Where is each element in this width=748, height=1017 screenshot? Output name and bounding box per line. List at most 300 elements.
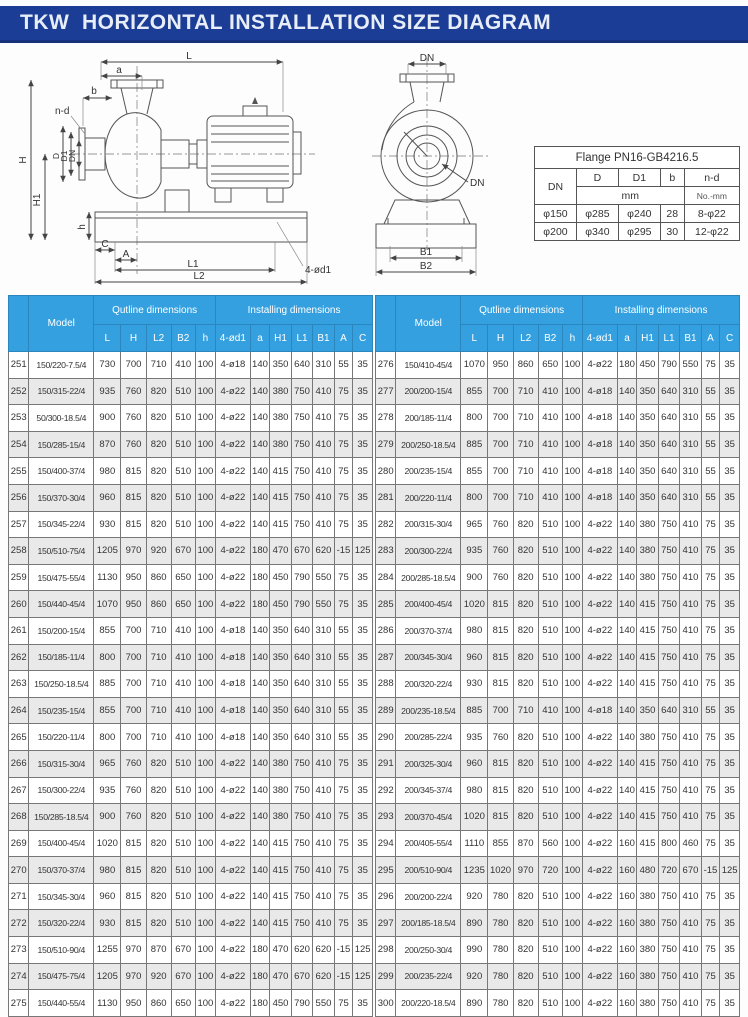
row-number-cell: 260 — [9, 591, 29, 618]
value-cell: 4-ø22 — [583, 538, 618, 565]
value-cell: 4-ø22 — [216, 883, 251, 910]
header-col: H — [121, 325, 146, 352]
row-number-cell: 294 — [376, 830, 396, 857]
value-cell: 75 — [334, 990, 353, 1017]
value-cell: 160 — [617, 990, 637, 1017]
value-cell: 4-ø18 — [216, 352, 251, 379]
value-cell: 4-ø18 — [216, 671, 251, 698]
value-cell: 310 — [313, 352, 334, 379]
value-cell: 380 — [270, 750, 291, 777]
value-cell: 930 — [94, 511, 121, 538]
value-cell: 720 — [658, 857, 679, 884]
row-number-cell: 258 — [9, 538, 29, 565]
value-cell: 750 — [658, 617, 679, 644]
value-cell: 760 — [488, 564, 513, 591]
value-cell: 640 — [658, 405, 679, 432]
value-cell: 380 — [637, 564, 658, 591]
value-cell: 510 — [171, 405, 195, 432]
model-cell: 200/325-30/4 — [396, 750, 461, 777]
table-row — [376, 990, 740, 1017]
value-cell: 450 — [270, 990, 291, 1017]
value-cell: 550 — [680, 352, 701, 379]
row-number-cell: 281 — [376, 484, 396, 511]
value-cell: 760 — [121, 405, 146, 432]
value-cell: 410 — [313, 777, 334, 804]
table-row — [376, 750, 740, 777]
model-cell: 200/200-15/4 — [396, 378, 461, 405]
value-cell: 900 — [94, 804, 121, 831]
value-cell: 710 — [513, 405, 538, 432]
dim-label-h1: H1 — [32, 193, 43, 207]
value-cell: 35 — [353, 777, 373, 804]
value-cell: 1235 — [461, 857, 488, 884]
value-cell: 35 — [720, 431, 740, 458]
value-cell: 100 — [562, 857, 582, 884]
value-cell: 815 — [121, 857, 146, 884]
row-number-cell: 282 — [376, 511, 396, 538]
value-cell: 35 — [720, 804, 740, 831]
value-cell: 950 — [121, 591, 146, 618]
value-cell: 35 — [720, 883, 740, 910]
row-number-cell: 300 — [376, 990, 396, 1017]
value-cell: 410 — [680, 564, 701, 591]
value-cell: 780 — [488, 990, 513, 1017]
value-cell: 640 — [291, 724, 312, 751]
value-cell: 410 — [313, 857, 334, 884]
value-cell: 970 — [121, 963, 146, 990]
flange-col-d: D — [576, 169, 618, 187]
model-cell: 150/220-11/4 — [29, 724, 94, 751]
value-cell: 160 — [617, 883, 637, 910]
flange-cell: 30 — [660, 223, 684, 241]
value-cell: 410 — [680, 883, 701, 910]
value-cell: 35 — [720, 405, 740, 432]
value-cell: 4-ø18 — [583, 697, 618, 724]
value-cell: 160 — [617, 910, 637, 937]
table-row — [376, 910, 740, 937]
value-cell: 100 — [195, 352, 215, 379]
value-cell: 100 — [562, 591, 582, 618]
dim-label-a: a — [116, 65, 122, 76]
row-number-cell: 283 — [376, 538, 396, 565]
value-cell: 140 — [617, 378, 637, 405]
model-cell: 150/475-55/4 — [29, 564, 94, 591]
value-cell: 35 — [720, 458, 740, 485]
value-cell: 950 — [488, 352, 513, 379]
value-cell: 415 — [637, 644, 658, 671]
value-cell: 310 — [313, 617, 334, 644]
value-cell: 310 — [313, 644, 334, 671]
value-cell: 885 — [94, 671, 121, 698]
value-cell: 35 — [720, 750, 740, 777]
value-cell: 450 — [270, 591, 291, 618]
value-cell: 870 — [146, 937, 171, 964]
value-cell: 750 — [658, 750, 679, 777]
model-cell: 200/235-22/4 — [396, 963, 461, 990]
value-cell: 1020 — [461, 591, 488, 618]
value-cell: 100 — [195, 591, 215, 618]
value-cell: 820 — [513, 511, 538, 538]
value-cell: 510 — [171, 378, 195, 405]
value-cell: 415 — [637, 591, 658, 618]
value-cell: 35 — [720, 378, 740, 405]
value-cell: 900 — [461, 564, 488, 591]
value-cell: 510 — [538, 937, 562, 964]
dim-label-h-total: H — [18, 156, 29, 164]
value-cell: 75 — [701, 804, 720, 831]
value-cell: 75 — [334, 564, 353, 591]
value-cell: 410 — [680, 937, 701, 964]
value-cell: 510 — [171, 750, 195, 777]
header-col: L — [94, 325, 121, 352]
value-cell: 180 — [617, 352, 637, 379]
value-cell: 75 — [334, 830, 353, 857]
value-cell: 35 — [353, 671, 373, 698]
value-cell: 100 — [562, 644, 582, 671]
value-cell: 935 — [94, 777, 121, 804]
table-row — [9, 511, 373, 538]
value-cell: 620 — [291, 937, 312, 964]
value-cell: 4-ø22 — [583, 671, 618, 698]
dimension-table-left — [8, 295, 373, 1017]
value-cell: 700 — [121, 724, 146, 751]
header-col: C — [353, 325, 373, 352]
value-cell: 100 — [195, 804, 215, 831]
value-cell: 700 — [488, 405, 513, 432]
value-cell: 100 — [195, 378, 215, 405]
value-cell: 860 — [513, 352, 538, 379]
value-cell: 380 — [270, 378, 291, 405]
model-cell: 150/320-22/4 — [29, 910, 94, 937]
row-number-cell: 257 — [9, 511, 29, 538]
model-cell: 150/370-30/4 — [29, 484, 94, 511]
value-cell: 35 — [720, 538, 740, 565]
value-cell: 820 — [513, 644, 538, 671]
value-cell: 4-ø22 — [216, 750, 251, 777]
value-cell: 510 — [538, 963, 562, 990]
value-cell: 35 — [720, 830, 740, 857]
value-cell: 140 — [250, 697, 270, 724]
value-cell: 820 — [513, 883, 538, 910]
model-cell: 200/510-90/4 — [396, 857, 461, 884]
value-cell: 140 — [250, 777, 270, 804]
value-cell: 4-ø22 — [216, 378, 251, 405]
value-cell: 750 — [291, 431, 312, 458]
value-cell: 710 — [146, 724, 171, 751]
value-cell: 100 — [195, 617, 215, 644]
header-col: L — [461, 325, 488, 352]
value-cell: 100 — [562, 617, 582, 644]
value-cell: 980 — [461, 777, 488, 804]
table-row — [9, 671, 373, 698]
value-cell: 140 — [250, 671, 270, 698]
model-cell: 200/220-11/4 — [396, 484, 461, 511]
value-cell: 100 — [195, 857, 215, 884]
value-cell: 510 — [538, 804, 562, 831]
model-cell: 200/300-22/4 — [396, 538, 461, 565]
value-cell: 4-ø18 — [583, 378, 618, 405]
value-cell: 550 — [313, 564, 334, 591]
value-cell: 380 — [270, 777, 291, 804]
header-col: 4-ød1 — [216, 325, 251, 352]
value-cell: 4-ø22 — [583, 750, 618, 777]
value-cell: 450 — [637, 352, 658, 379]
model-cell: 200/250-30/4 — [396, 937, 461, 964]
value-cell: 415 — [637, 617, 658, 644]
value-cell: 100 — [562, 564, 582, 591]
value-cell: 35 — [353, 617, 373, 644]
value-cell: 760 — [488, 511, 513, 538]
value-cell: 55 — [334, 671, 353, 698]
value-cell: 750 — [291, 830, 312, 857]
value-cell: 140 — [250, 644, 270, 671]
value-cell: 100 — [195, 830, 215, 857]
value-cell: 710 — [146, 697, 171, 724]
model-cell: 150/315-22/4 — [29, 378, 94, 405]
model-cell: 200/345-37/4 — [396, 777, 461, 804]
row-number-cell: 280 — [376, 458, 396, 485]
value-cell: 700 — [488, 484, 513, 511]
value-cell: 4-ø22 — [583, 804, 618, 831]
value-cell: 140 — [250, 405, 270, 432]
value-cell: 180 — [250, 564, 270, 591]
value-cell: 800 — [461, 405, 488, 432]
value-cell: 820 — [513, 804, 538, 831]
table-body-right — [376, 352, 740, 1017]
value-cell: 100 — [195, 910, 215, 937]
flange-row — [535, 205, 740, 223]
value-cell: 470 — [270, 963, 291, 990]
value-cell: 100 — [562, 405, 582, 432]
value-cell: 350 — [270, 697, 291, 724]
dim-label-b1: B1 — [419, 247, 433, 258]
value-cell: 140 — [250, 617, 270, 644]
value-cell: 965 — [461, 511, 488, 538]
header-col: B1 — [313, 325, 334, 352]
value-cell: 640 — [658, 484, 679, 511]
table-row — [376, 804, 740, 831]
header-col: B1 — [680, 325, 701, 352]
value-cell: 380 — [637, 538, 658, 565]
value-cell: 700 — [488, 697, 513, 724]
table-row — [376, 671, 740, 698]
dim-label-c: C — [101, 239, 109, 250]
value-cell: 410 — [680, 591, 701, 618]
model-cell: 150/345-22/4 — [29, 511, 94, 538]
value-cell: 160 — [617, 857, 637, 884]
model-cell: 200/370-37/4 — [396, 617, 461, 644]
value-cell: 410 — [313, 511, 334, 538]
value-cell: 730 — [94, 352, 121, 379]
value-cell: 720 — [538, 857, 562, 884]
value-cell: 410 — [313, 405, 334, 432]
value-cell: 75 — [701, 963, 720, 990]
flange-table-title: Flange PN16-GB4216.5 — [535, 147, 740, 169]
value-cell: 4-ø22 — [583, 883, 618, 910]
model-cell: 150/285-18.5/4 — [29, 804, 94, 831]
value-cell: 710 — [146, 644, 171, 671]
value-cell: 380 — [637, 883, 658, 910]
row-number-cell: 273 — [9, 937, 29, 964]
row-number-cell: 261 — [9, 617, 29, 644]
value-cell: 780 — [488, 937, 513, 964]
value-cell: 35 — [720, 564, 740, 591]
value-cell: 510 — [538, 910, 562, 937]
model-cell: 200/370-45/4 — [396, 804, 461, 831]
value-cell: 410 — [680, 538, 701, 565]
value-cell: 920 — [461, 883, 488, 910]
row-number-cell: 277 — [376, 378, 396, 405]
value-cell: 750 — [291, 910, 312, 937]
value-cell: 410 — [680, 617, 701, 644]
value-cell: 35 — [353, 564, 373, 591]
value-cell: 930 — [94, 910, 121, 937]
model-cell: 150/250-18.5/4 — [29, 671, 94, 698]
model-cell: 150/370-37/4 — [29, 857, 94, 884]
value-cell: 35 — [353, 484, 373, 511]
flange-cell: φ150 — [535, 205, 577, 223]
value-cell: 415 — [270, 910, 291, 937]
value-cell: 855 — [94, 617, 121, 644]
value-cell: 620 — [313, 538, 334, 565]
value-cell: 35 — [720, 910, 740, 937]
page-title-bar — [0, 6, 748, 43]
value-cell: 140 — [250, 431, 270, 458]
table-row — [9, 724, 373, 751]
row-number-cell: 253 — [9, 405, 29, 432]
value-cell: 140 — [617, 484, 637, 511]
value-cell: 410 — [171, 352, 195, 379]
value-cell: 670 — [291, 538, 312, 565]
table-row — [9, 804, 373, 831]
value-cell: 55 — [701, 405, 720, 432]
row-number-cell: 293 — [376, 804, 396, 831]
value-cell: 670 — [680, 857, 701, 884]
row-number-cell: 274 — [9, 963, 29, 990]
value-cell: 310 — [313, 671, 334, 698]
value-cell: 750 — [291, 857, 312, 884]
header-col: a — [617, 325, 637, 352]
table-row — [9, 644, 373, 671]
model-cell: 150/475-75/4 — [29, 963, 94, 990]
table-row — [376, 697, 740, 724]
value-cell: 710 — [513, 378, 538, 405]
value-cell: 35 — [353, 405, 373, 432]
value-cell: 55 — [701, 378, 720, 405]
value-cell: 1130 — [94, 564, 121, 591]
value-cell: 790 — [658, 352, 679, 379]
value-cell: 75 — [334, 484, 353, 511]
model-cell: 150/440-55/4 — [29, 990, 94, 1017]
header-col: H1 — [270, 325, 291, 352]
table-row — [376, 857, 740, 884]
value-cell: 750 — [291, 777, 312, 804]
value-cell: 815 — [488, 804, 513, 831]
value-cell: 415 — [637, 830, 658, 857]
table-row — [9, 564, 373, 591]
value-cell: 4-ø22 — [583, 644, 618, 671]
row-number-cell: 288 — [376, 671, 396, 698]
value-cell: 510 — [538, 671, 562, 698]
row-number-cell: 278 — [376, 405, 396, 432]
value-cell: 410 — [313, 458, 334, 485]
row-number-cell: 292 — [376, 777, 396, 804]
value-cell: 970 — [513, 857, 538, 884]
dim-label-bolt-holes: 4-ød1 — [305, 265, 332, 276]
row-number-cell: 284 — [376, 564, 396, 591]
value-cell: 100 — [195, 697, 215, 724]
value-cell: 415 — [270, 857, 291, 884]
value-cell: 4-ø18 — [216, 644, 251, 671]
table-row — [376, 724, 740, 751]
value-cell: 75 — [701, 830, 720, 857]
value-cell: 640 — [291, 352, 312, 379]
value-cell: 100 — [562, 458, 582, 485]
model-cell: 150/185-11/4 — [29, 644, 94, 671]
dim-label-l: L — [186, 51, 192, 62]
value-cell: 380 — [270, 804, 291, 831]
value-cell: 100 — [195, 431, 215, 458]
table-row — [9, 937, 373, 964]
dimension-table-right — [375, 295, 740, 1017]
value-cell: 4-ø22 — [216, 458, 251, 485]
value-cell: 820 — [513, 990, 538, 1017]
header-install-group: Installing dimensions — [216, 296, 373, 325]
table-row — [9, 617, 373, 644]
header-col: B2 — [538, 325, 562, 352]
value-cell: 820 — [513, 963, 538, 990]
value-cell: 820 — [146, 458, 171, 485]
value-cell: 820 — [146, 910, 171, 937]
value-cell: 960 — [461, 644, 488, 671]
value-cell: 35 — [353, 511, 373, 538]
table-header — [9, 296, 373, 352]
value-cell: 410 — [538, 484, 562, 511]
value-cell: 860 — [146, 564, 171, 591]
header-outline-group: Qutline dimensions — [461, 296, 583, 325]
value-cell: 100 — [562, 750, 582, 777]
dimension-tables-section — [8, 295, 740, 1009]
value-cell: 670 — [171, 937, 195, 964]
value-cell: 4-ø22 — [216, 591, 251, 618]
value-cell: 100 — [562, 937, 582, 964]
table-row — [9, 697, 373, 724]
value-cell: 140 — [250, 804, 270, 831]
value-cell: 140 — [617, 511, 637, 538]
value-cell: 35 — [353, 697, 373, 724]
value-cell: 75 — [334, 405, 353, 432]
value-cell: 860 — [146, 591, 171, 618]
row-number-cell: 276 — [376, 352, 396, 379]
value-cell: 900 — [94, 405, 121, 432]
value-cell: 410 — [538, 697, 562, 724]
model-cell: 150/400-45/4 — [29, 830, 94, 857]
flange-col-dn: DN — [535, 169, 577, 205]
row-number-cell: 269 — [9, 830, 29, 857]
value-cell: 55 — [701, 484, 720, 511]
table-row — [376, 963, 740, 990]
value-cell: 100 — [562, 963, 582, 990]
value-cell: 350 — [270, 724, 291, 751]
value-cell: 4-ø22 — [583, 990, 618, 1017]
value-cell: 140 — [250, 857, 270, 884]
value-cell: 410 — [680, 671, 701, 698]
value-cell: 380 — [637, 724, 658, 751]
value-cell: 1255 — [94, 937, 121, 964]
value-cell: 100 — [562, 511, 582, 538]
value-cell: 815 — [121, 910, 146, 937]
value-cell: 160 — [617, 937, 637, 964]
